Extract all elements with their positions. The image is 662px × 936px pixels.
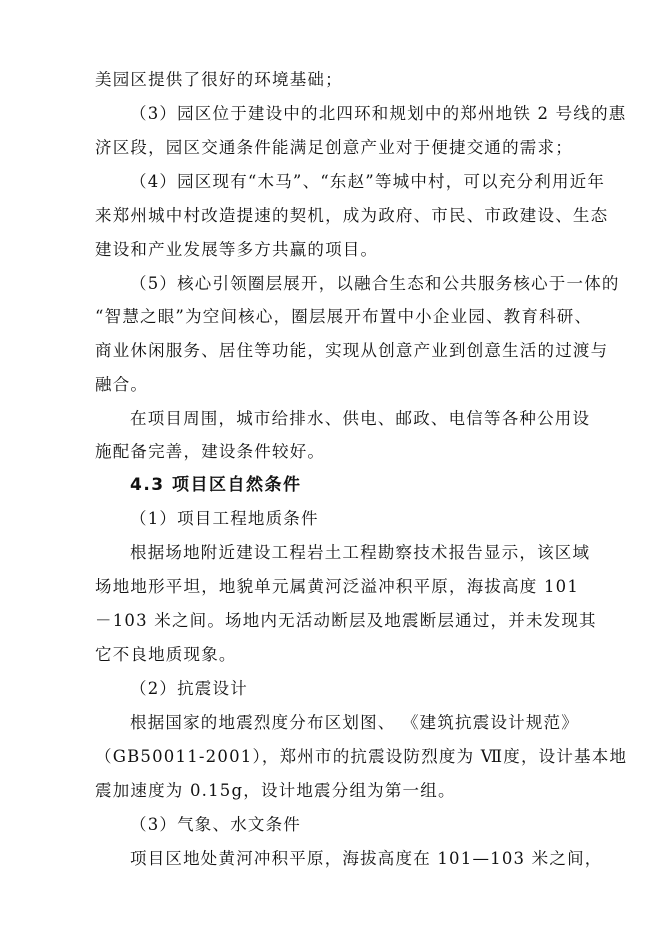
paragraph-line: 在项目周围，城市给排水、供电、邮政、电信等各种公用设 (130, 409, 591, 428)
paragraph-line: （3）园区位于建设中的北四环和规划中的郑州地铁 2 号线的惠 (130, 104, 627, 123)
paragraph-line: －103 米之间。场地内无活动断层及地震断层通过，并未发现其 (95, 611, 597, 630)
paragraph-line: 建设和产业发展等多方共赢的项目。 (95, 240, 379, 259)
paragraph-line: 商业休闲服务、居住等功能，实现从创意产业到创意生活的过渡与 (95, 341, 609, 360)
paragraph-line: 场地地形平坦，地貌单元属黄河泛溢冲积平原，海拔高度 101 (95, 577, 580, 596)
paragraph-line: 项目区地处黄河冲积平原，海拔高度在 101—103 米之间， (130, 849, 603, 868)
paragraph-line: 施配备完善，建设条件较好。 (95, 442, 326, 461)
paragraph-line: （GB50011-2001），郑州市的抗震设防烈度为 Ⅶ度，设计基本地 (95, 747, 628, 766)
paragraph-line: 震加速度为 0.15g，设计地震分组为第一组。 (95, 781, 456, 800)
paragraph-line: “智慧之眼”为空间核心，圈层展开布置中小企业园、教育科研、 (95, 307, 593, 326)
paragraph-line: 济区段，园区交通条件能满足创意产业对于便捷交通的需求； (95, 138, 573, 157)
paragraph-line: 根据国家的地震烈度分布区划图、 《建筑抗震设计规范》 (130, 713, 579, 732)
paragraph-line: 来郑州城中村改造提速的契机，成为政府、市民、市政建设、生态 (95, 206, 609, 225)
subsection-heading: （2）抗震设计 (130, 679, 248, 698)
paragraph-line: （4）园区现有“木马”、“东赵”等城中村，可以充分利用近年 (130, 172, 606, 191)
subsection-heading: （1）项目工程地质条件 (130, 509, 319, 528)
subsection-heading: （3）气象、水文条件 (130, 815, 301, 834)
section-heading: 4.3 项目区自然条件 (130, 475, 302, 495)
paragraph-line: 美园区提供了很好的环境基础； (95, 70, 343, 89)
paragraph-line: 根据场地附近建设工程岩土工程勘察技术报告显示，该区域 (130, 543, 591, 562)
paragraph-line: 它不良地质现象。 (95, 645, 237, 664)
paragraph-line: 融合。 (95, 375, 149, 394)
paragraph-line: （5）核心引领圈层展开，以融合生态和公共服务核心于一体的 (130, 274, 620, 293)
